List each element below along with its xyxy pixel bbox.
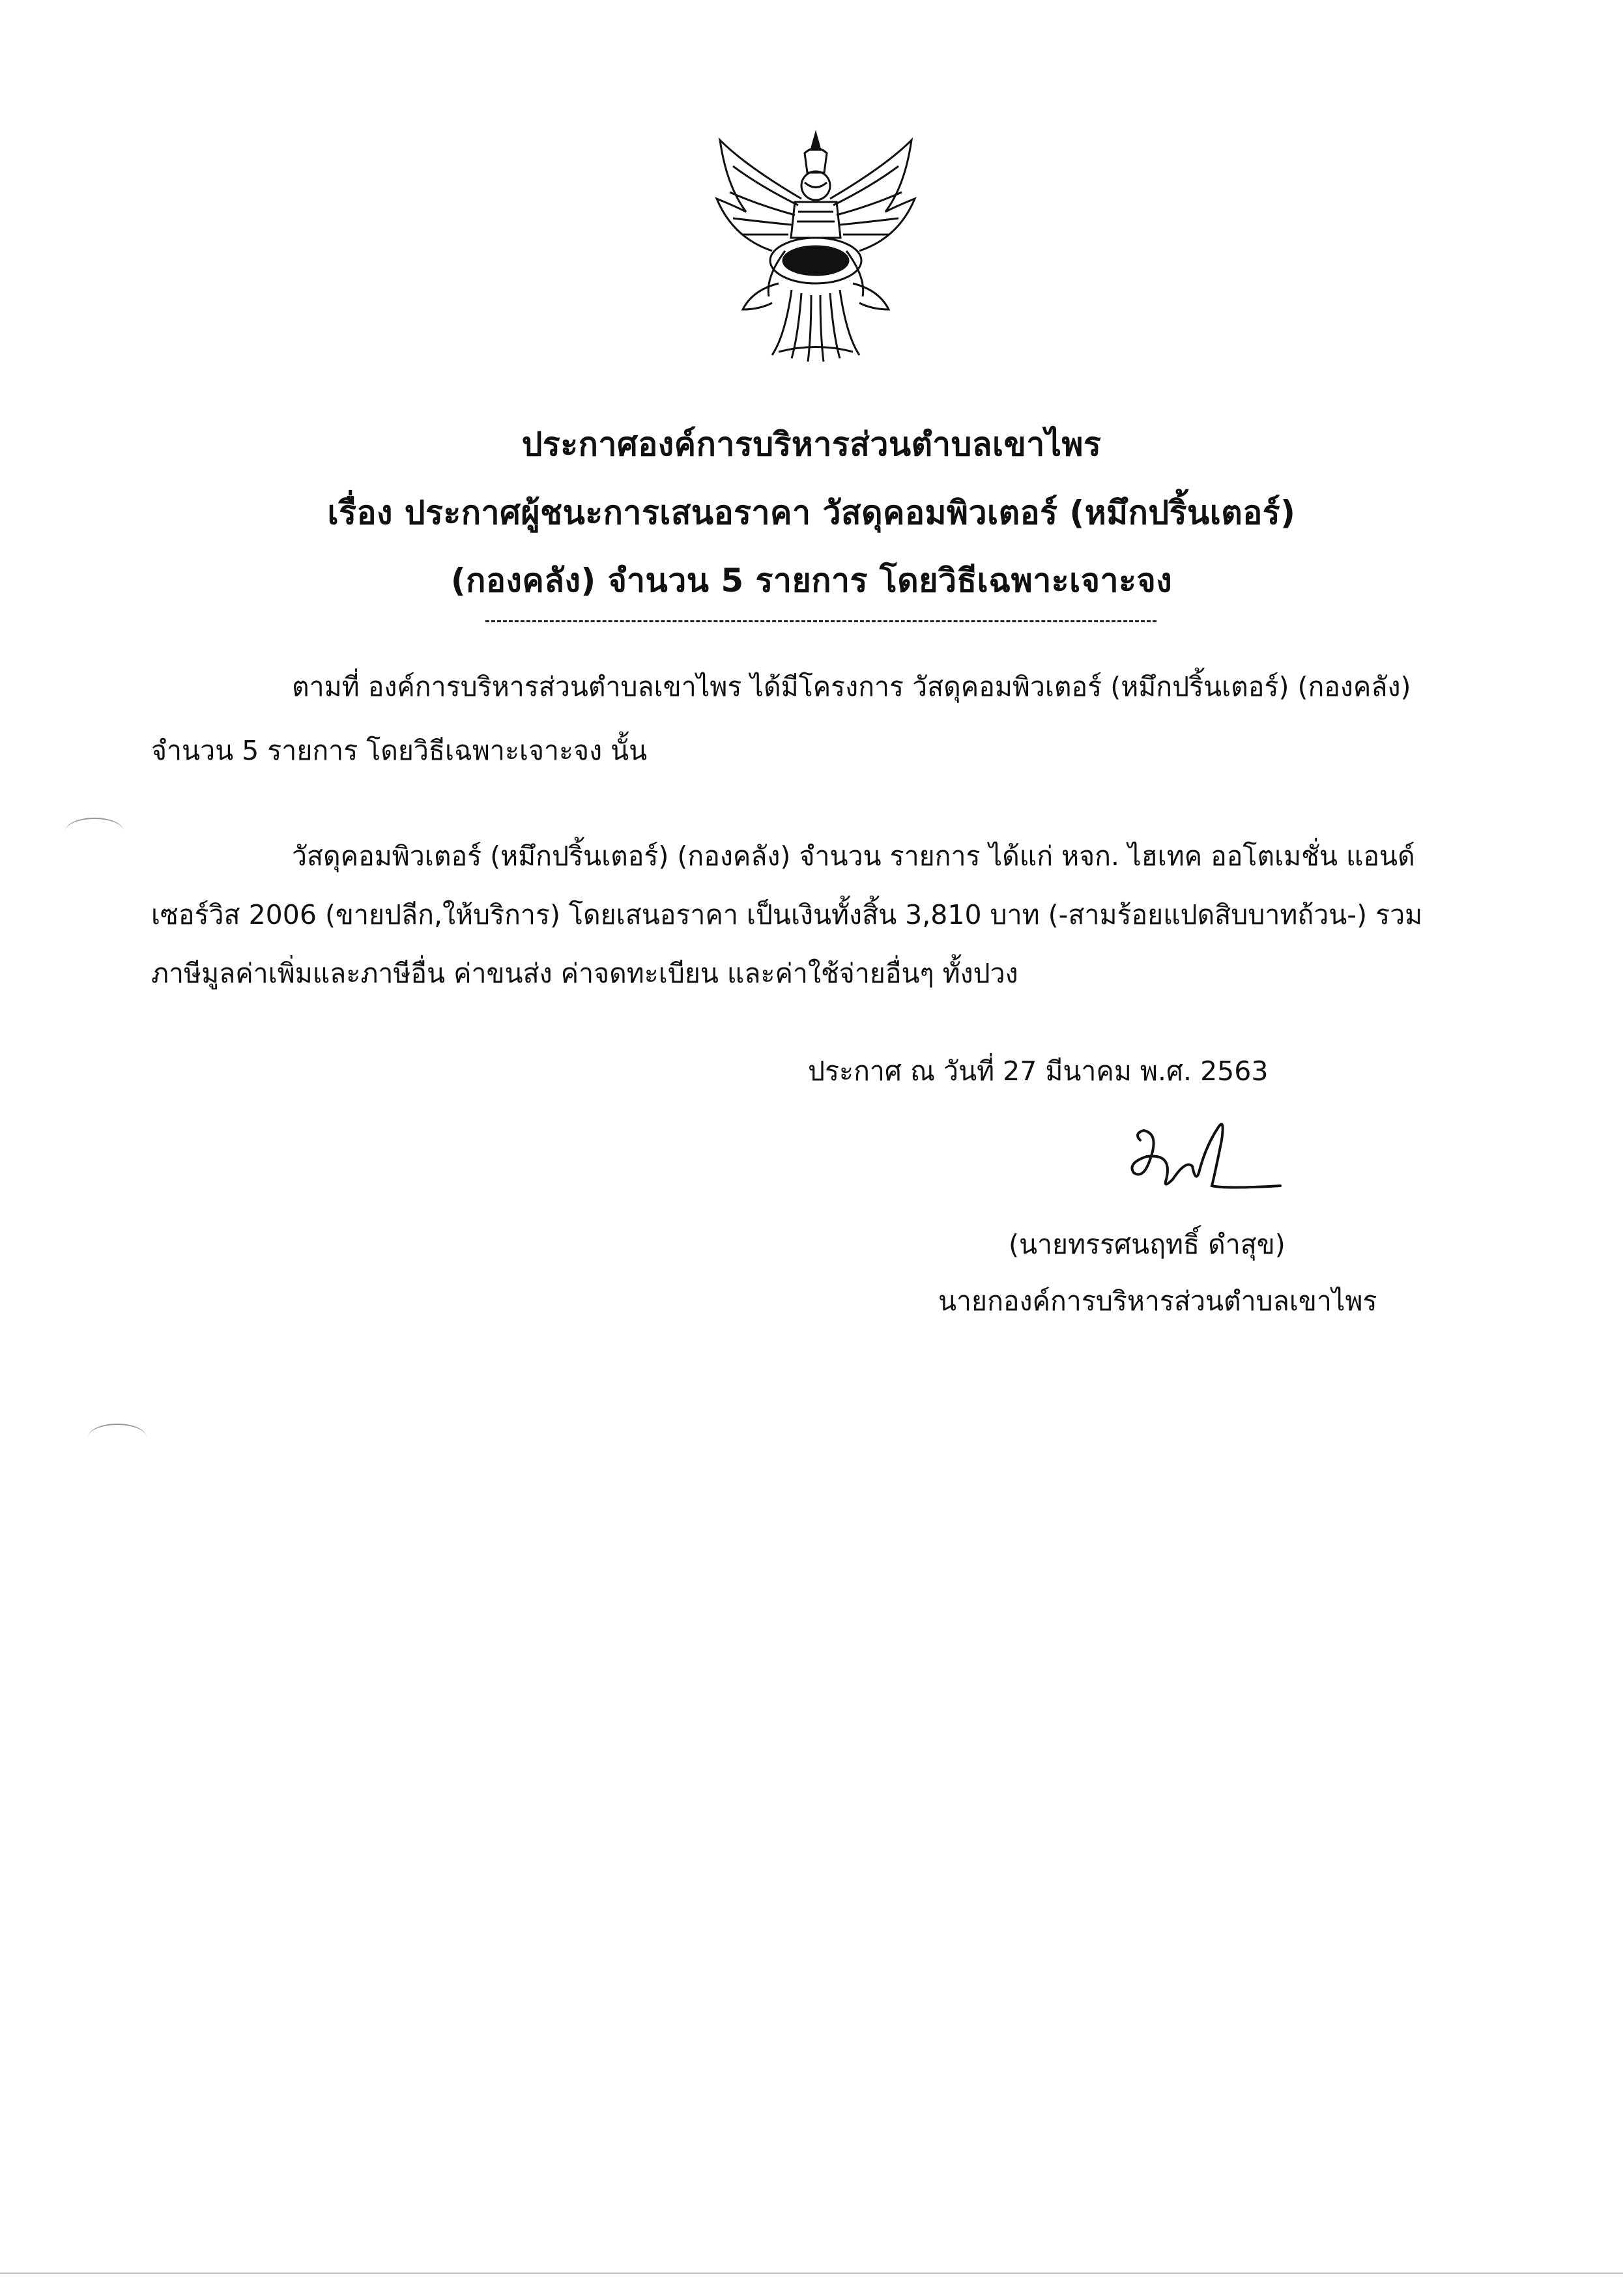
punch-hole-mark (65, 818, 124, 845)
handwritten-signature-icon (1114, 1108, 1284, 1205)
paragraph-1-line-1: ตามที่ องค์การบริหารส่วนตำบลเขาไพร ได้มีโครงการ วัสดุคอมพิวเตอร์ (หมึกปริ้นเตอร์) (กองคลัง) (292, 671, 1411, 702)
paragraph-1-line-2: จำนวน 5 รายการ โดยวิธีเฉพาะเจาะจง นั้น (151, 735, 648, 766)
document-title-line-2: เรื่อง ประกาศผู้ชนะการเสนอราคา วัสดุคอมพิวเตอร์ (หมึกปริ้นเตอร์) (327, 494, 1296, 532)
punch-hole-mark (88, 1424, 147, 1451)
title-divider (485, 620, 1156, 622)
paragraph-2-line-3: ภาษีมูลค่าเพิ่มและภาษีอื่น ค่าขนส่ง ค่าจดทะเบียน และค่าใช้จ่ายอื่นๆ ทั้งปวง (151, 958, 1018, 989)
announcement-date: ประกาศ ณ วันที่ 27 มีนาคม พ.ศ. 2563 (808, 1055, 1269, 1087)
signer-title: นายกองค์การบริหารส่วนตำบลเขาไพร (938, 1285, 1377, 1317)
garuda-emblem-icon (707, 127, 925, 365)
paragraph-2-line-1: วัสดุคอมพิวเตอร์ (หมึกปริ้นเตอร์) (กองคลัง) จำนวน รายการ ได้แก่ หจก. ไฮเทค ออโตเมชั่น แอนด์ (292, 840, 1415, 872)
signer-name: (นายทรรศนฤทธิ์ ดำสุข) (1009, 1229, 1285, 1260)
paragraph-2-line-2: เซอร์วิส 2006 (ขายปลีก,ให้บริการ) โดยเสนอราคา เป็นเงินทั้งสิ้น 3,810 บาท (-สามร้อยแปดสิบบาทถ้วน-) รวม (151, 899, 1423, 930)
document-title-line-3: (กองคลัง) จำนวน 5 รายการ โดยวิธีเฉพาะเจาะจง (450, 562, 1173, 599)
scan-edge-line (0, 2273, 1623, 2274)
document-title-line-1: ประกาศองค์การบริหารส่วนตำบลเขาไพร (521, 425, 1102, 463)
